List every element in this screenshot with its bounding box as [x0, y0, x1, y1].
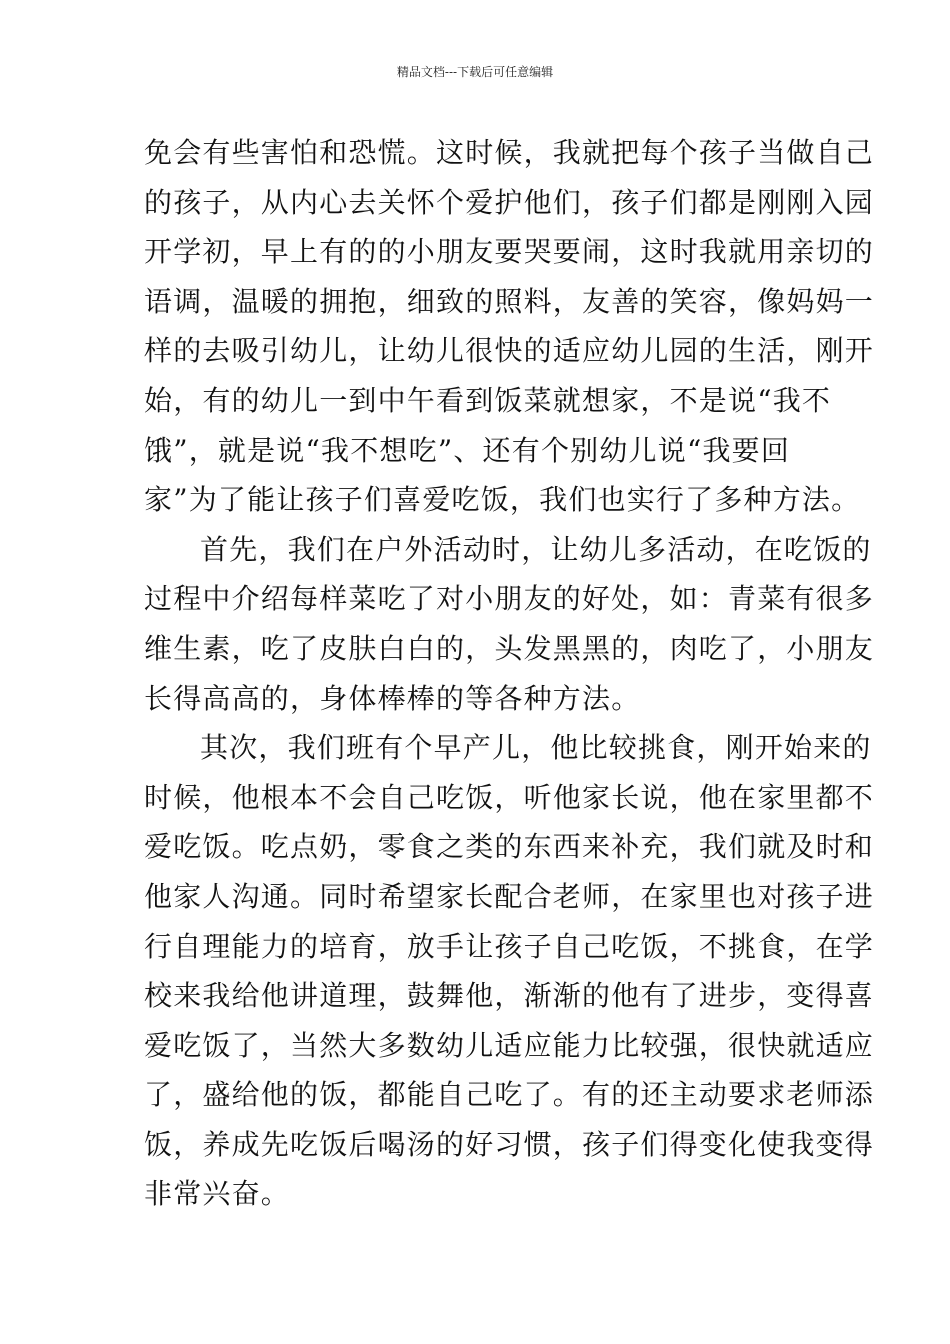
text-line: 他家人沟通。同时希望家长配合老师，在家里也对孩子进: [144, 879, 875, 913]
document-body: [144, 128, 875, 1219]
text-line: 始，有的幼儿一到中午看到饭菜就想家，不是说“我不: [144, 383, 832, 417]
text-line: 非常兴奋。: [144, 1177, 291, 1211]
text-line: 家”为了能让孩子们喜爱吃饭，我们也实行了多种方法。: [144, 483, 861, 517]
text-line: 过程中介绍每样菜吃了对小朋友的好处，如：青菜有很多: [144, 582, 875, 616]
text-line: 开学初，早上有的的小朋友要哭要闹，这时我就用亲切的: [144, 235, 875, 269]
text-line: 的孩子，从内心去关怀个爱护他们，孩子们都是刚刚入园: [144, 185, 875, 219]
text-line: 爱吃饭。吃点奶，零食之类的东西来补充，我们就及时和: [144, 830, 875, 864]
text-line: 校来我给他讲道理，鼓舞他，渐渐的他有了进步，变得喜: [144, 979, 875, 1013]
text-line: 语调，温暖的拥抱，细致的照料，友善的笑容，像妈妈一: [144, 284, 875, 318]
text-line: 了，盛给他的饭，都能自己吃了。有的还主动要求老师添: [144, 1078, 875, 1112]
page-header: 精品文档---下载后可任意编辑: [396, 65, 554, 79]
paragraph-first-line: 首先，我们在户外活动时，让幼儿多活动，在吃饭的: [200, 532, 872, 566]
text-line: 爱吃饭了，当然大多数幼儿适应能力比较强，很快就适应: [144, 1028, 875, 1062]
text-line: 饭，养成先吃饭后喝汤的好习惯，孩子们得变化使我变得: [144, 1127, 875, 1161]
text-line: 饿”，就是说“我不想吃”、还有个别幼儿说“我要回: [144, 433, 791, 467]
text-line: 维生素，吃了皮肤白白的，头发黑黑的，肉吃了，小朋友: [144, 631, 875, 665]
paragraph-first-line: 其次，我们班有个早产儿，他比较挑食，刚开始来的: [200, 731, 872, 765]
text-line: 行自理能力的培育，放手让孩子自己吃饭，不挑食，在学: [144, 929, 875, 963]
text-line: 时候，他根本不会自己吃饭，听他家长说，他在家里都不: [144, 780, 875, 814]
text-line: 免会有些害怕和恐慌。这时候，我就把每个孩子当做自己: [144, 136, 875, 169]
text-line: 长得高高的，身体棒棒的等各种方法。: [144, 681, 641, 715]
text-line: 样的去吸引幼儿，让幼儿很快的适应幼儿园的生活，刚开: [144, 334, 875, 368]
